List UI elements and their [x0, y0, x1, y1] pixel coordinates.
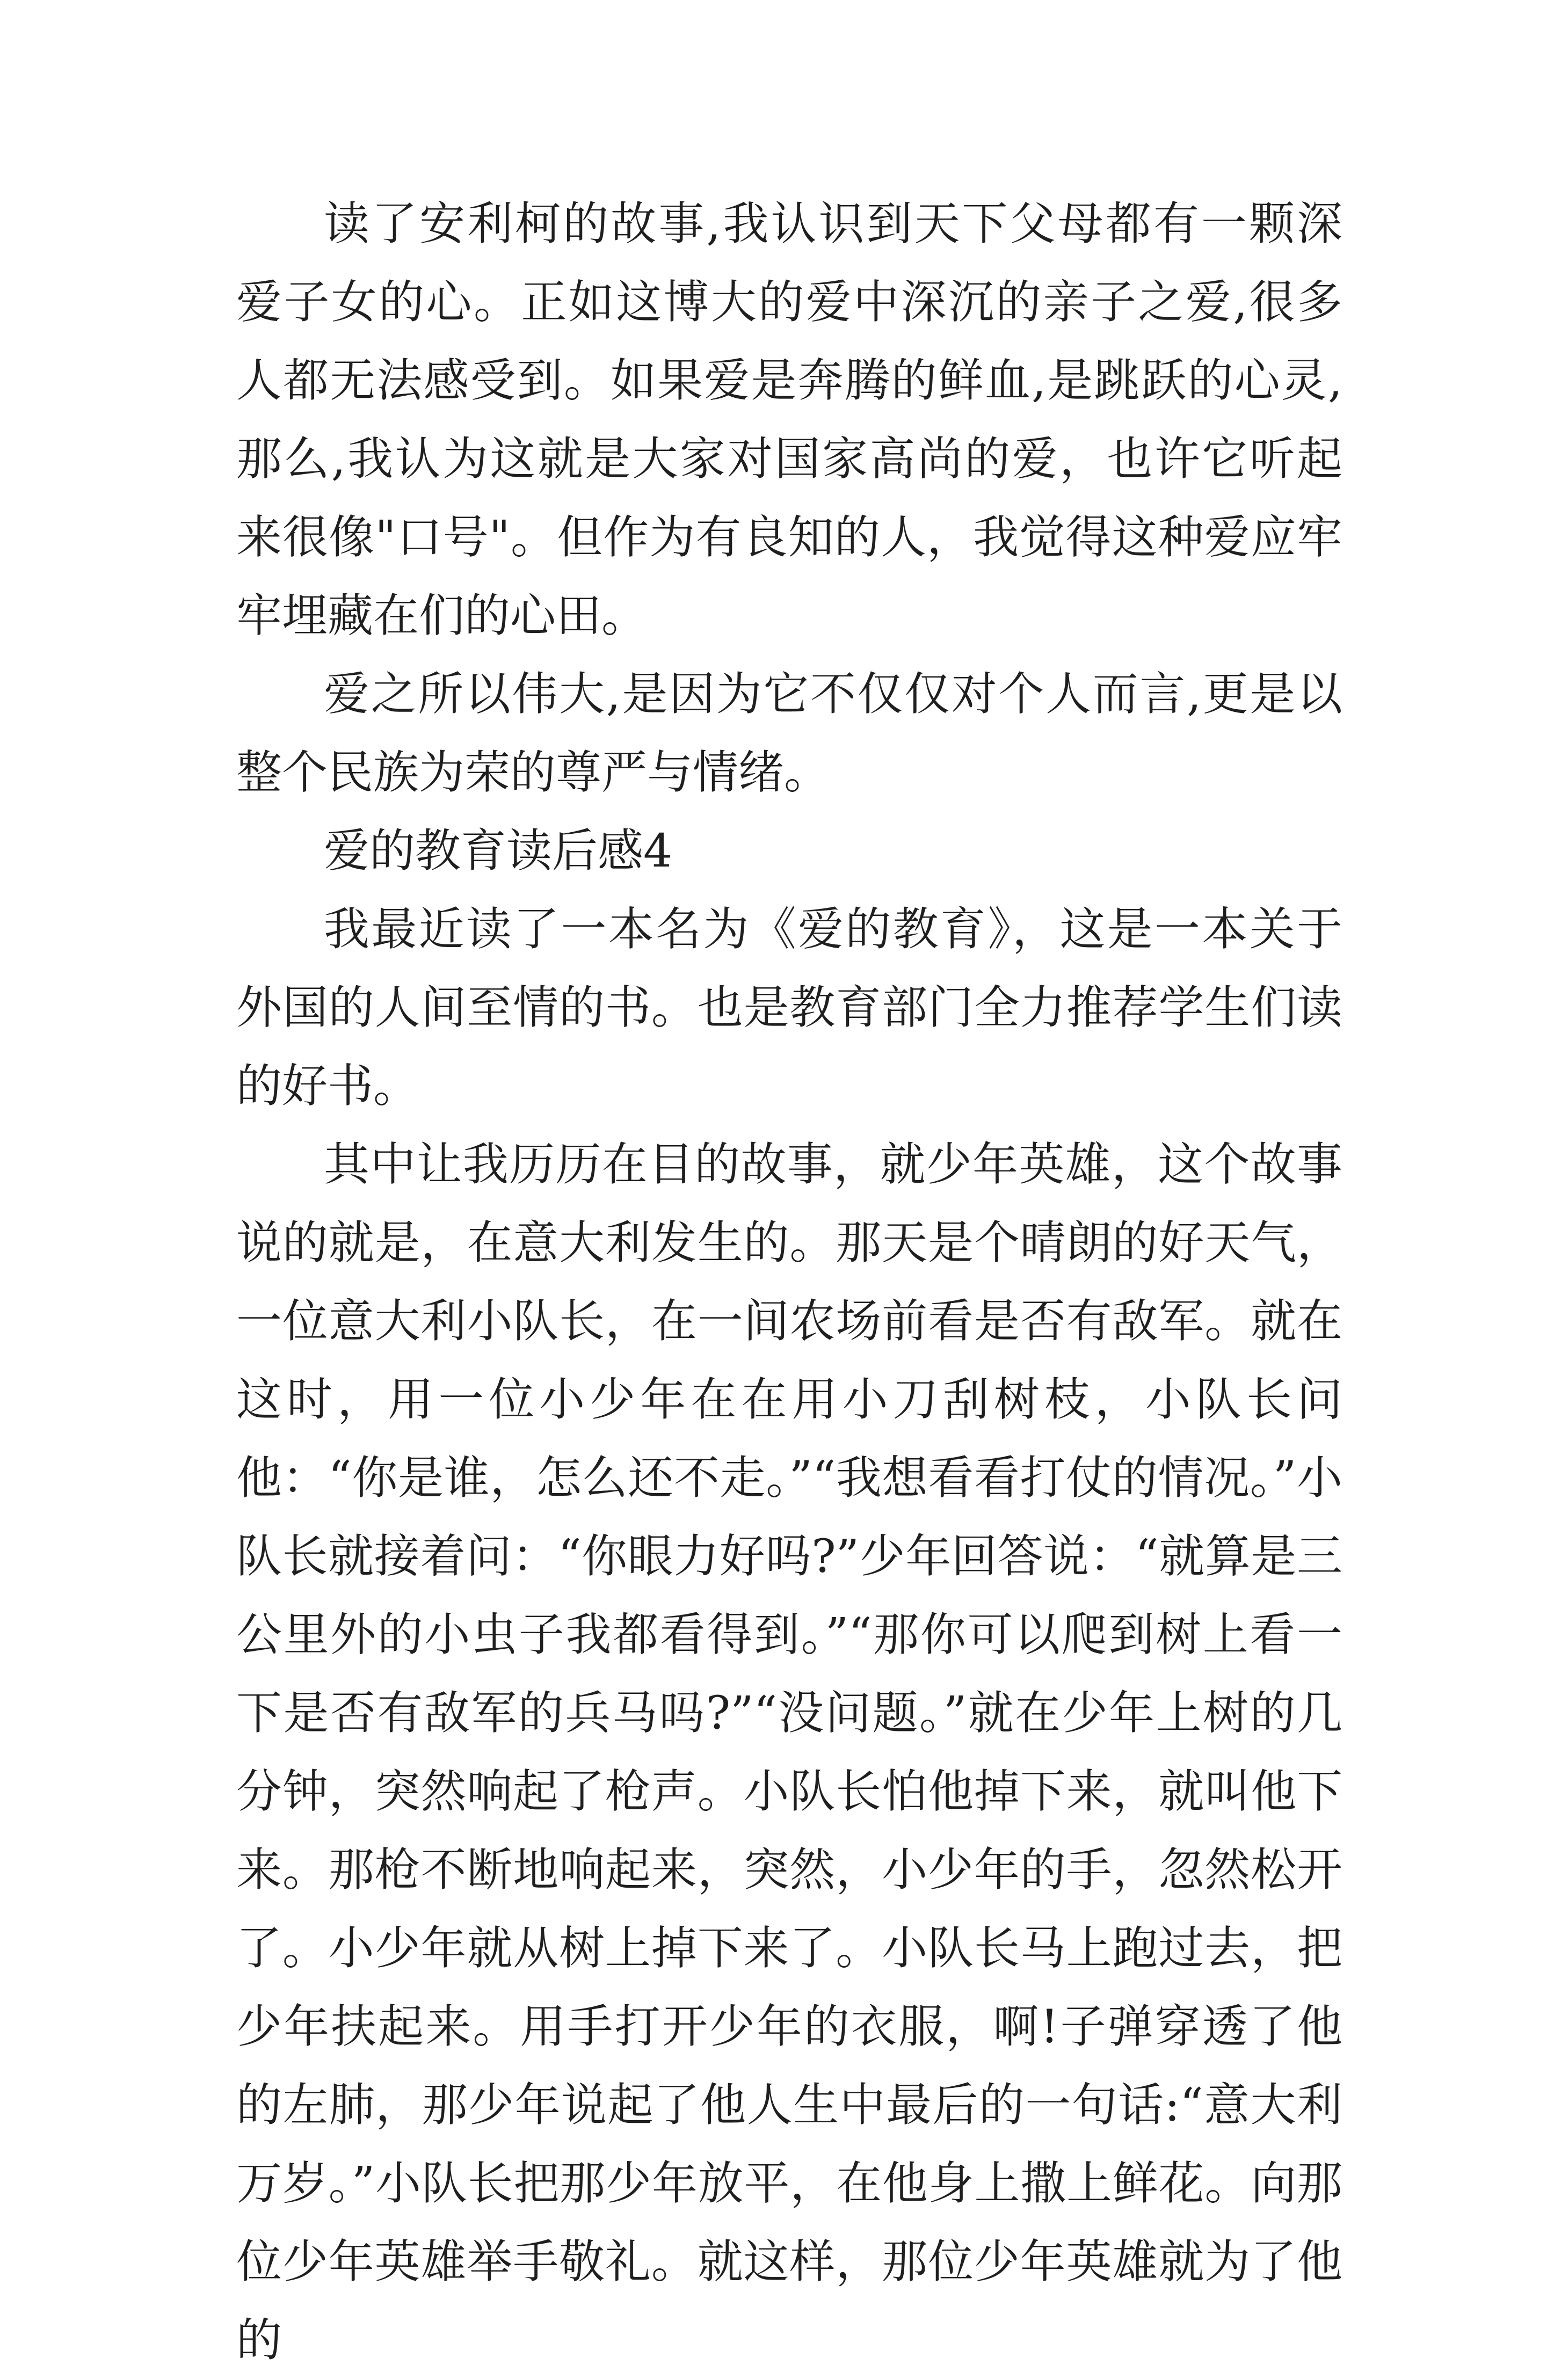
document-body: [236, 185, 1342, 2380]
paragraph-love-of-parents: 读了安利柯的故事,我认识到天下父母都有一颗深爱子女的心。正如这博大的爱中深沉的亲子之爱,很多人都无法感受到。如果爱是奔腾的鲜血,是跳跃的心灵,那么,我认为这就是大家对国家高尚的爱，也许它听起来很像"口号"。但作为有良知的人，我觉得这种爱应牢牢埋藏在们的心田。: [236, 198, 1342, 643]
paragraph-young-hero-story: 其中让我历历在目的故事，就少年英雄，这个故事说的就是，在意大利发生的。那天是个晴朗的好天气，一位意大利小队长，在一间农场前看是否有敌军。就在这时，用一位小少年在在用小刀刮树枝，小队长问他：“你是谁，怎么还不走。”“我想看看打仗的情况。”小队长就接着问：“你眼力好吗?”少年回答说：“就算是三公里外的小虫子我都看得到。”“那你可以爬到树上看一下是否有敌军的兵马吗?”“没问题。”就在少年上树的几分钟，突然响起了枪声。小队长怕他掉下来，就叫他下来。那枪不断地响起来，突然，小少年的手，忽然松开了。小少年就从树上掉下来了。小队长马上跑过去，把少年扶起来。用手打开少年的衣服，啊!子弹穿透了他的左肺，那少年说起了他人生中最后的一句话:“意大利万岁。”小队长把那少年放平，在他身上撒上鲜花。向那位少年英雄举手敬礼。就这样，那位少年英雄就为了他的: [236, 1138, 1342, 2367]
paragraph-greatness-of-love: 爱之所以伟大,是因为它不仅仅对个人而言,更是以整个民族为荣的尊严与情绪。: [236, 668, 1342, 799]
section-heading: 爱的教育读后感4: [324, 825, 673, 878]
paragraph-book-intro: 我最近读了一本名为《爱的教育》，这是一本关于外国的人间至情的书。也是教育部门全力推荐学生们读的好书。: [236, 903, 1342, 1113]
